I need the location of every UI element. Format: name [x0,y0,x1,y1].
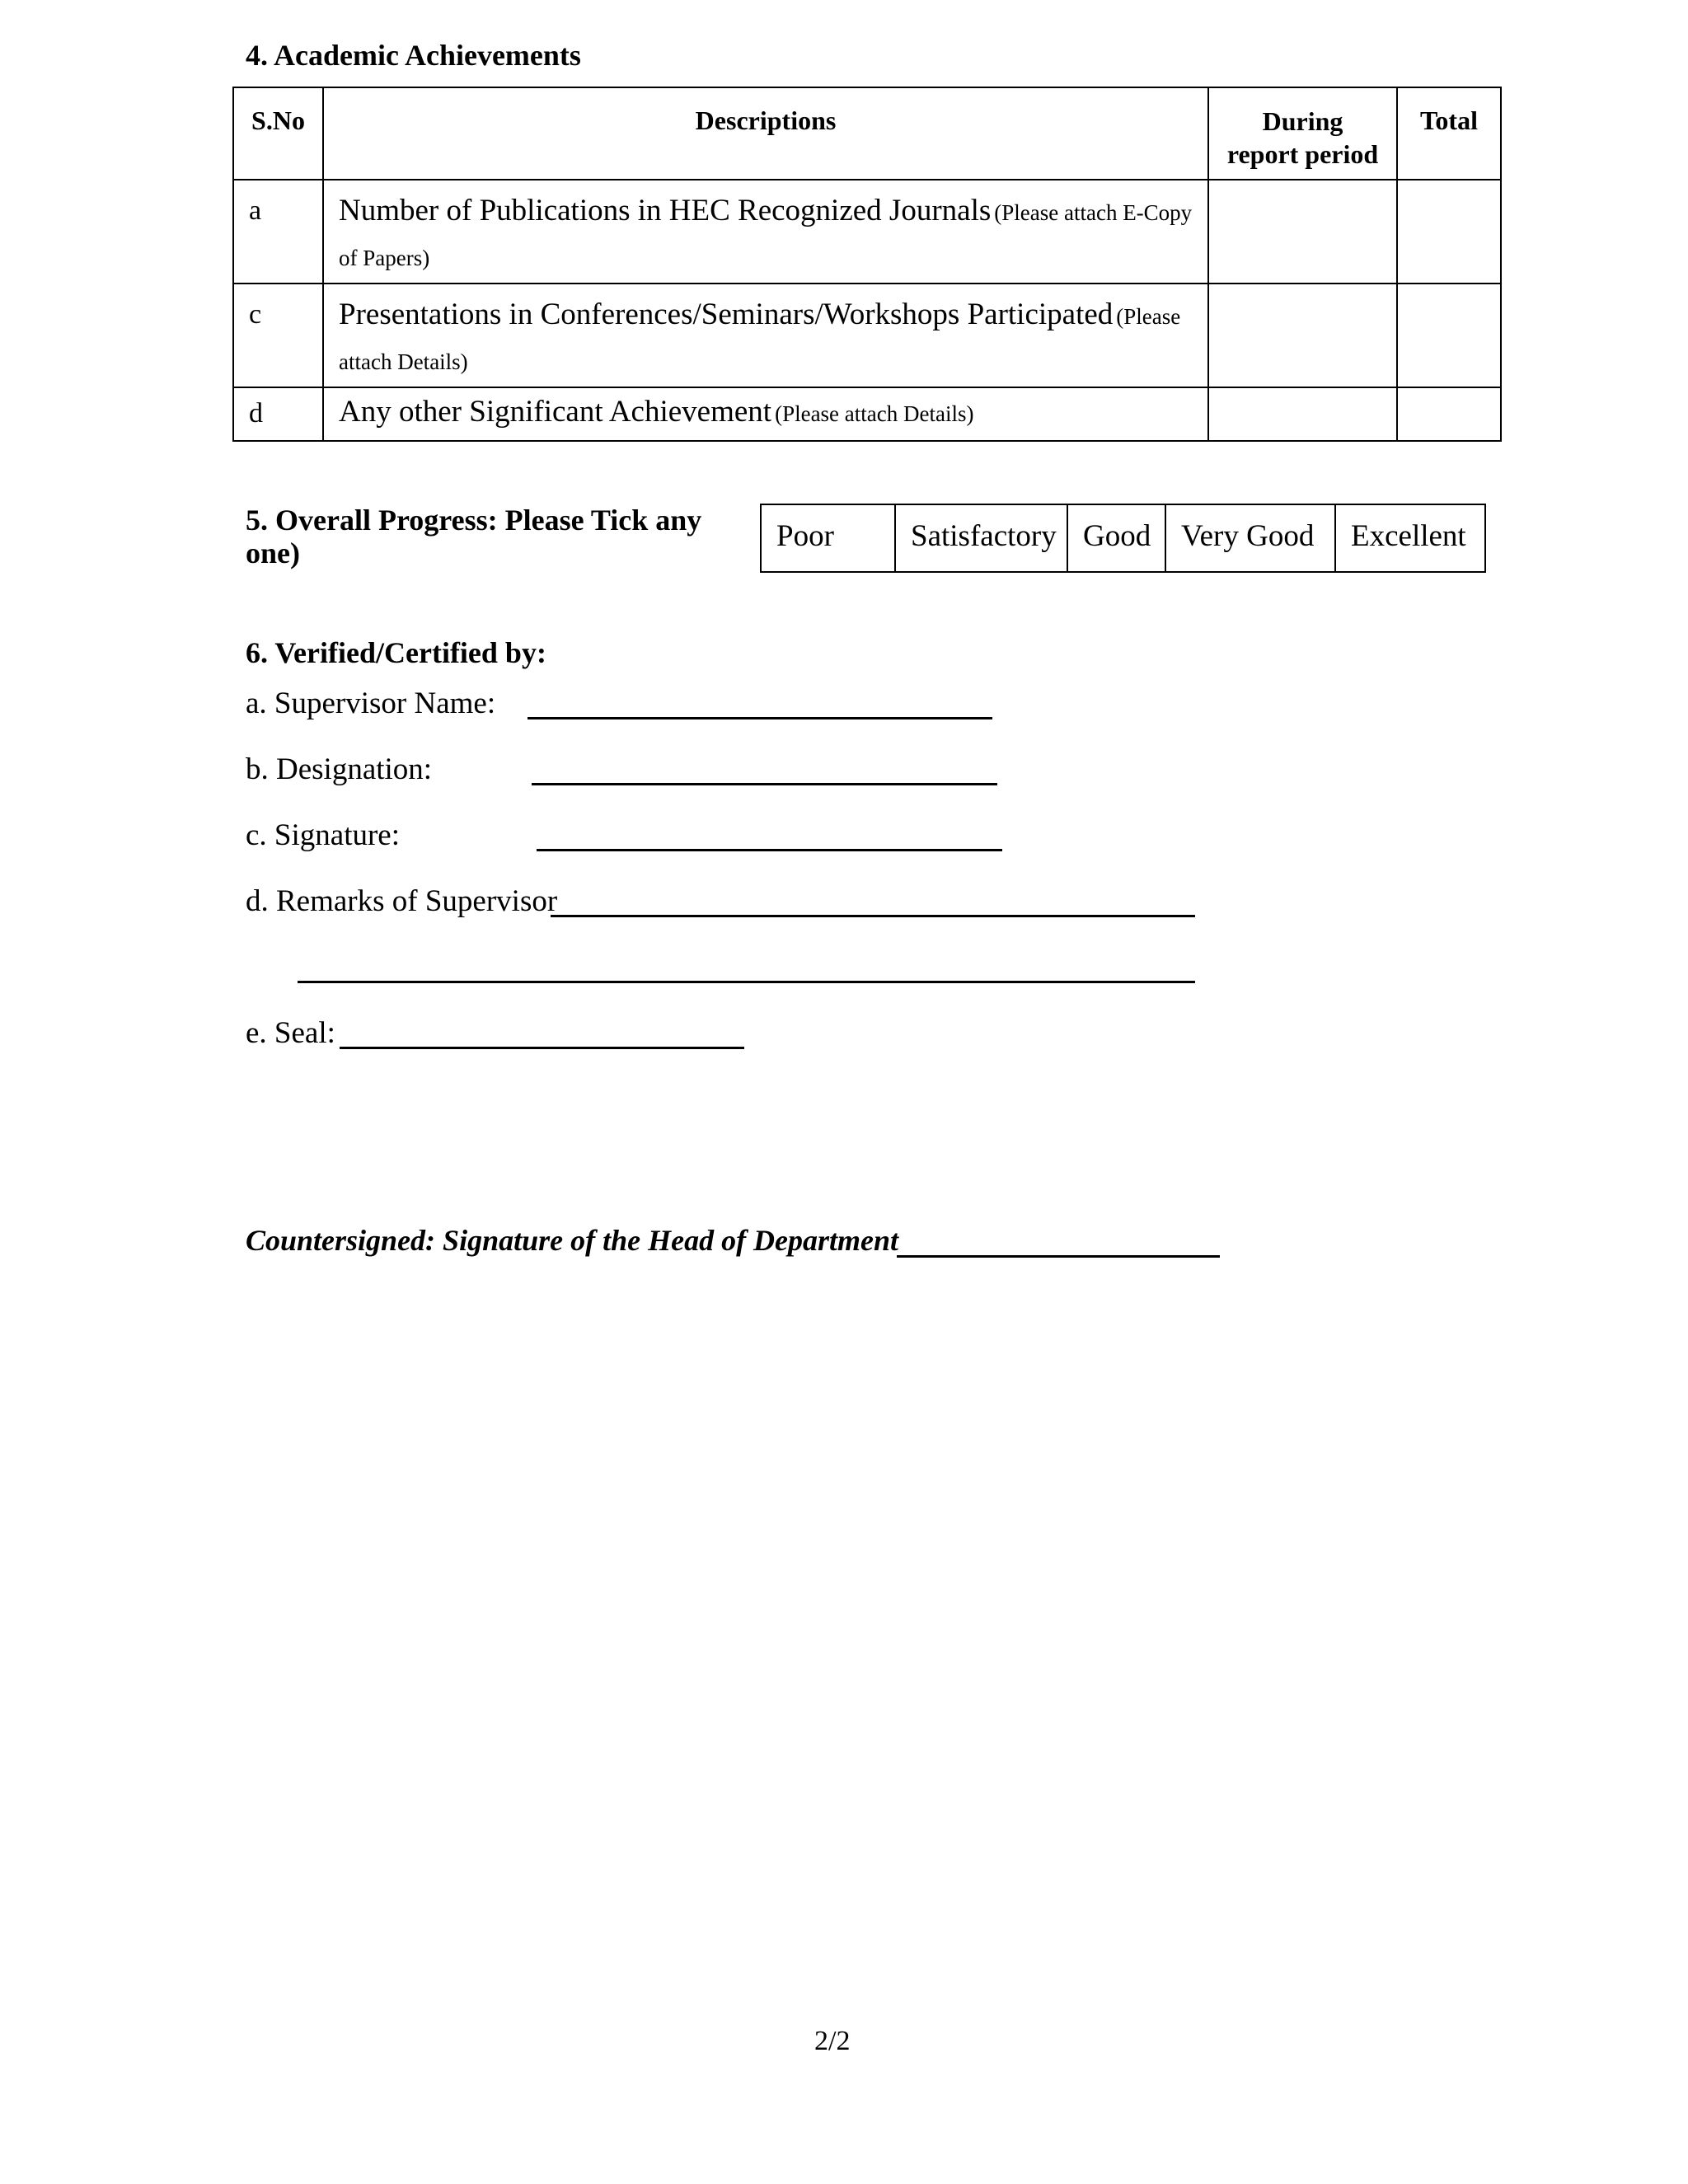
row-d-total-cell[interactable] [1397,387,1501,441]
countersigned-signature-line[interactable] [897,1255,1220,1258]
rating-row [761,504,1485,572]
page-number: 2/2 [814,2026,851,2056]
rating-option-good[interactable]: Good [1067,504,1165,572]
table-row [233,284,1501,387]
supervisor-name-line[interactable] [528,717,992,719]
row-c-desc-text: Presentations in Conferences/Seminars/Workshops Participated [339,298,1114,331]
header-during-report-period [1208,87,1397,180]
table-row [233,387,1501,441]
row-d-desc-text: Any other Significant Achievement [339,395,772,429]
row-c-desc-note: (Please attach Details) [339,304,1181,374]
designation-line[interactable] [532,783,997,785]
row-c-total-cell[interactable] [1397,284,1501,387]
countersigned-label: Countersigned: Signature of the Head of Department [246,1224,899,1257]
header-during-line1: During [1262,106,1343,136]
remarks-label: d. Remarks of Supervisor [246,884,558,918]
remarks-line-1[interactable] [551,915,1195,917]
row-d-description [323,387,1208,441]
row-c-description [323,284,1208,387]
row-c-during-cell[interactable] [1208,284,1397,387]
table-row [233,180,1501,284]
rating-option-poor[interactable]: Poor [761,504,895,572]
signature-label: c. Signature: [246,818,401,852]
row-a-during-cell[interactable] [1208,180,1397,284]
header-descriptions: Descriptions [323,87,1208,180]
row-d-during-cell[interactable] [1208,387,1397,441]
row-d-desc-note: (Please attach Details) [775,401,974,426]
row-c-sno: c [233,284,323,387]
overall-progress-rating-table [760,504,1486,573]
header-sno: S.No [233,87,323,180]
rating-option-excellent[interactable]: Excellent [1335,504,1485,572]
supervisor-name-label: a. Supervisor Name: [246,687,496,720]
row-a-desc-text: Number of Publications in HEC Recognized Journals [339,194,992,227]
row-a-total-cell[interactable] [1397,180,1501,284]
designation-label: b. Designation: [246,752,433,786]
rating-option-satisfactory[interactable]: Satisfactory [895,504,1067,572]
header-during-line2: report period [1226,139,1379,169]
remarks-line-2[interactable] [298,981,1195,983]
row-a-desc-note: (Please attach E-Copy of Papers) [339,200,1193,270]
row-a-description [323,180,1208,284]
table-header-row [233,87,1501,180]
row-d-sno: d [233,387,323,441]
seal-label: e. Seal: [246,1016,335,1050]
academic-achievements-table [232,87,1502,442]
row-a-sno: a [233,180,323,284]
signature-line[interactable] [537,849,1002,851]
seal-line[interactable] [340,1047,744,1049]
section-4-heading: 4. Academic Achievements [246,39,581,72]
rating-option-very-good[interactable]: Very Good [1165,504,1335,572]
section-5-heading: 5. Overall Progress: Please Tick any one) [246,504,702,569]
header-total: Total [1397,87,1501,180]
section-6-heading: 6. Verified/Certified by: [246,636,546,669]
